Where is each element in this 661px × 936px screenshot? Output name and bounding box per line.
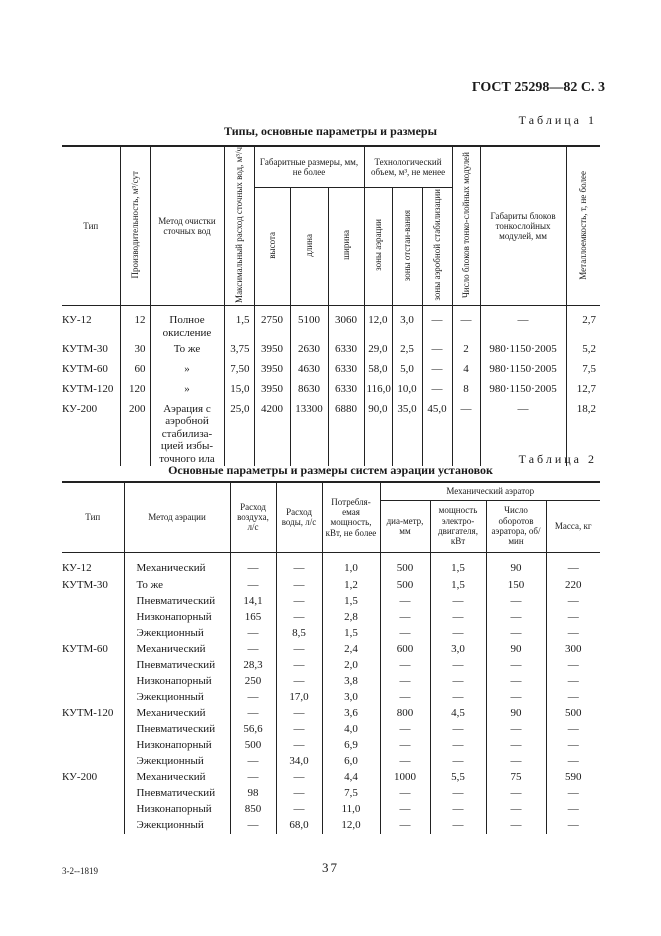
t2-row: Низконапорный 850 — 11,0 — — — — — [62, 802, 600, 818]
t2-row: Эжекционный — 68,0 12,0 — — — — — [62, 818, 600, 834]
t1-col-length: длина — [290, 187, 328, 306]
table1-title: Типы, основные параметры и размеры — [224, 124, 437, 138]
t2-row: КУ-200 Механический — — 4,4 1000 5,5 75 590 — [62, 770, 600, 786]
t1-col-productivity: Производительность, м³/сут — [120, 146, 150, 306]
t1-col-aeration-zone: зоны аэрации — [364, 187, 392, 306]
t2-col-power: Потребля-емая мощность, кВт, не более — [322, 482, 380, 552]
t2-row: КУТМ-120 Механический — — 3,6 800 4,5 90 500 — [62, 706, 600, 722]
t2-row: КУТМ-60 Механический — — 2,4 600 3,0 90 300 — [62, 642, 600, 658]
t2-row: Эжекционный — 17,0 3,0 — — — — — [62, 690, 600, 706]
t2-col-diameter: диа-метр, мм — [380, 500, 430, 552]
t1-row: КУ-200 200 Аэрация с аэробной стабилиза-цией избы-точного ила 25,0 4200 13300 6880 90,0 35,0 45,0 — — 18,2 — [62, 400, 600, 466]
t1-row: КУТМ-60 60 » 7,50 3950 4630 6330 58,0 5,0 — 4 980·1150·2005 7,5 — [62, 360, 600, 380]
t2-col-rpm: Число оборотов аэратора, об/мин — [486, 500, 546, 552]
t2-row: КУ-12 Механический — — 1,0 500 1,5 90 — — [62, 552, 600, 578]
t2-row: Пневматический 56,6 — 4,0 — — — — — [62, 722, 600, 738]
t2-row: Эжекционный — 8,5 1,5 — — — — — [62, 626, 600, 642]
t2-row: Пневматический 98 — 7,5 — — — — — [62, 786, 600, 802]
t1-row: КУТМ-30 30 То же 3,75 3950 2630 6330 29,0 2,5 — 2 980·1150·2005 5,2 — [62, 340, 600, 360]
table2 — [62, 481, 600, 834]
t2-row: Пневматический 14,1 — 1,5 — — — — — [62, 594, 600, 610]
table2-title: Основные параметры и размеры систем аэрации установок — [168, 463, 493, 477]
t1-col-module-dims: Габариты блоков тонкослойных модулей, мм — [480, 146, 566, 306]
t1-col-dims-group: Габаритные размеры, мм, не более — [254, 146, 364, 187]
t1-row: КУ-12 12 Полное окисление 1,5 2750 5100 3060 12,0 3,0 — — — 2,7 — [62, 306, 600, 340]
t2-row: Пневматический 28,3 — 2,0 — — — — — [62, 658, 600, 674]
table1 — [62, 145, 600, 466]
t1-col-module-count: Число блоков тонко-слойных модулей — [452, 146, 480, 306]
t2-row: Низконапорный 250 — 3,8 — — — — — [62, 674, 600, 690]
t1-col-max-flow: Максимальный расход сточных вод, м³/ч — [224, 146, 254, 306]
t1-col-settling-zone: зоны отстаи-вания — [392, 187, 422, 306]
t2-col-mass: Масса, кг — [546, 500, 600, 552]
t2-row: Эжекционный — 34,0 6,0 — — — — — [62, 754, 600, 770]
t2-col-air: Расход воздуха, л/с — [230, 482, 276, 552]
t2-row: КУТМ-30 То же — — 1,2 500 1,5 150 220 — [62, 578, 600, 594]
table2-caption: Таблица 2 — [518, 452, 597, 466]
t1-col-stabilizer-zone: зоны аэробной стабилизации — [422, 187, 452, 306]
t1-col-type: Тип — [62, 146, 120, 306]
table1-caption: Таблица 1 — [518, 113, 597, 127]
t2-col-mech-group: Механический аэратор — [380, 482, 600, 500]
t1-col-volume-group: Технологический объем, м³, не менее — [364, 146, 452, 187]
t1-col-method: Метод очистки сточных вод — [150, 146, 224, 306]
t1-row: КУТМ-120 120 » 15,0 3950 8630 6330 116,0 10,0 — 8 980·1150·2005 12,7 — [62, 380, 600, 400]
print-code: 3-2--1819 — [62, 866, 98, 876]
t2-col-type: Тип — [62, 482, 124, 552]
t2-row: Низконапорный 500 — 6,9 — — — — — [62, 738, 600, 754]
document-reference: ГОСТ 25298—82 С. 3 — [471, 80, 605, 95]
t1-col-width: ширина — [328, 187, 364, 306]
page-number: 37 — [322, 860, 339, 875]
t2-row: Низконапорный 165 — 2,8 — — — — — [62, 610, 600, 626]
t2-col-water: Расход воды, л/с — [276, 482, 322, 552]
t1-col-height: высота — [254, 187, 290, 306]
t2-col-motor: мощность электро-двигателя, кВт — [430, 500, 486, 552]
t1-col-metal: Металлоемкость, т, не более — [566, 146, 600, 306]
t2-col-method: Метод аэрации — [124, 482, 230, 552]
